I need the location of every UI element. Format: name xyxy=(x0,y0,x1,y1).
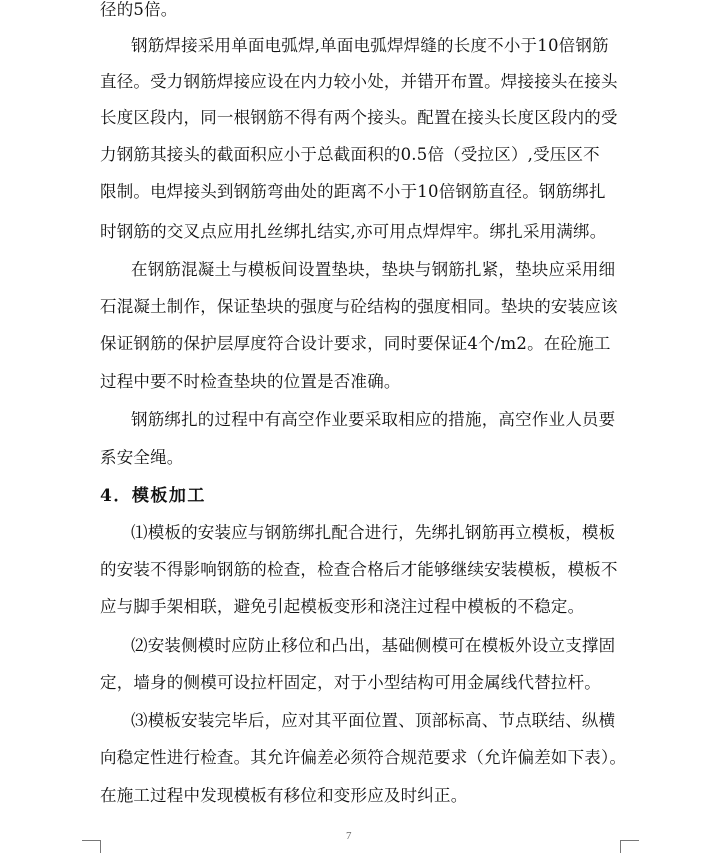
text-line: 过程中要不时检查垫块的位置是否准确。 xyxy=(100,372,401,391)
text-line: 力钢筋其接头的截面积应小于总截面积的0.5倍（受拉区）,受压区不 xyxy=(100,145,600,164)
section-heading: 4．模板加工 xyxy=(100,486,206,506)
text-line: 的安装不得影响钢筋的检查，检查合格后才能够继续安装模板，模板不 xyxy=(100,560,618,579)
crop-mark-left xyxy=(82,840,101,853)
paragraph-first-line: ⑴模板的安装应与钢筋绑扎配合进行，先绑扎钢筋再立模板，模板 xyxy=(131,523,616,542)
text-line: 限制。电焊接头到钢筋弯曲处的距离不小于10倍钢筋直径。钢筋绑扎 xyxy=(100,182,606,201)
text-line: 向稳定性进行检查。其允许偏差必须符合规范要求（允许偏差如下表）。 xyxy=(100,748,627,767)
text-line: 在施工过程中发现模板有移位和变形应及时纠正。 xyxy=(100,786,468,805)
paragraph-first-line: 在钢筋混凝土与模板间设置垫块，垫块与钢筋扎紧，垫块应采用细 xyxy=(131,260,616,279)
paragraph-first-line: 钢筋绑扎的过程中有高空作业要采取相应的措施，高空作业人员要 xyxy=(131,410,616,429)
text-line: 径的5倍。 xyxy=(100,0,178,19)
text-line: 应与脚手架相联，避免引起模板变形和浇注过程中模板的不稳定。 xyxy=(100,597,585,616)
paragraph-first-line: 钢筋焊接采用单面电弧焊,单面电弧焊焊缝的长度不小于10倍钢筋 xyxy=(131,36,609,55)
text-line: 保证钢筋的保护层厚度符合设计要求，同时要保证4个/m2。在砼施工 xyxy=(100,334,611,353)
text-line: 定，墙身的侧模可设拉杆固定，对于小型结构可用金属线代替拉杆。 xyxy=(100,673,601,692)
text-line: 系安全绳。 xyxy=(100,448,184,467)
page-number: 7 xyxy=(346,830,352,842)
text-line: 直径。受力钢筋焊接应设在内力较小处，并错开布置。焊接接头在接头 xyxy=(100,72,618,91)
crop-mark-right xyxy=(620,840,639,853)
text-line: 石混凝土制作，保证垫块的强度与砼结构的强度相同。垫块的安装应该 xyxy=(100,297,618,316)
paragraph-first-line: ⑵安装侧模时应防止移位和凸出，基础侧模可在模板外设立支撑固 xyxy=(131,636,616,655)
text-line: 时钢筋的交叉点应用扎丝绑扎结实,亦可用点焊焊牢。绑扎采用满绑。 xyxy=(100,222,607,241)
paragraph-first-line: ⑶模板安装完毕后，应对其平面位置、顶部标高、节点联结、纵横 xyxy=(131,711,616,730)
text-line: 长度区段内，同一根钢筋不得有两个接头。配置在接头长度区段内的受 xyxy=(100,108,618,127)
